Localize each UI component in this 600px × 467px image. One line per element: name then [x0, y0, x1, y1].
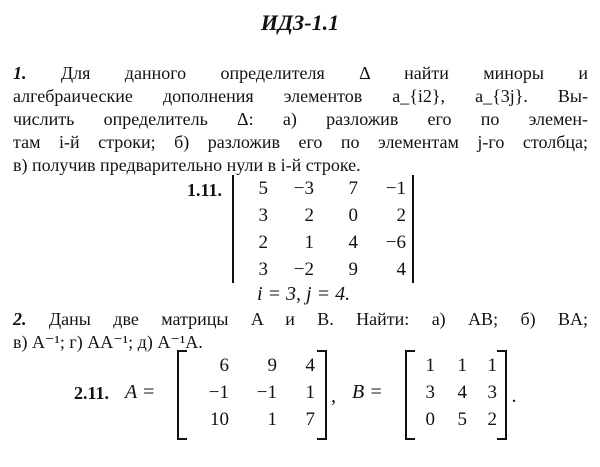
- matrix-a-label: A =: [125, 381, 156, 403]
- matrix-b-cell: 3: [425, 382, 435, 403]
- task2-number: 2.: [13, 309, 27, 329]
- determinant-cell: 2: [304, 205, 314, 226]
- matrix-a-right-bracket: [317, 350, 327, 440]
- matrix-a-cell: 1: [305, 382, 315, 403]
- matrix-b-cell: 2: [487, 409, 497, 430]
- determinant-cell: 0: [348, 205, 358, 226]
- task2-text: [13, 308, 588, 354]
- matrix-a-left-bracket: [177, 350, 187, 440]
- task1-line-2: алгебраические дополнения элементов a_{i2}, a_{3j}. Вы-: [13, 86, 588, 106]
- matrix-a-cell: 6: [219, 355, 229, 376]
- task1-line-5: в) получив предварительно нули в i-й строке.: [13, 155, 361, 175]
- matrix-b: [405, 350, 507, 436]
- matrix-a-cell: −1: [256, 382, 277, 403]
- matrix-b-cell: 3: [487, 382, 497, 403]
- determinant: [232, 175, 414, 283]
- problem-label-2-11: 2.11.: [74, 383, 110, 403]
- task1-line-1: 1. Для данного определителя Δ найти миноры и: [13, 63, 588, 83]
- matrix-b-cell: 1: [487, 355, 497, 376]
- determinant-cell: −3: [293, 178, 314, 199]
- task1-text: [13, 62, 588, 177]
- problem-label-1-11: 1.11.: [187, 180, 223, 200]
- determinant-cell: −6: [385, 232, 406, 253]
- matrix-a-cell: 7: [305, 409, 315, 430]
- determinant-cell: 3: [258, 205, 268, 226]
- determinant-cell: 7: [348, 178, 358, 199]
- determinant-cell: 3: [258, 259, 268, 280]
- end-period: .: [512, 385, 517, 407]
- determinant-cell: 2: [258, 232, 268, 253]
- determinant-cell: 9: [348, 259, 358, 280]
- task1-line-3: числить определитель Δ: а) разложив его по элемен-: [13, 109, 588, 129]
- determinant-cell: −2: [293, 259, 314, 280]
- determinant-grid: [240, 175, 406, 283]
- determinant-cell: 5: [258, 178, 268, 199]
- task2-line-2: в) A⁻¹; г) AA⁻¹; д) A⁻¹A.: [13, 332, 203, 352]
- matrix-b-cell: 5: [457, 409, 467, 430]
- determinant-cell: 1: [304, 232, 314, 253]
- matrix-a-cell: 10: [210, 409, 229, 430]
- matrix-b-cell: 0: [425, 409, 435, 430]
- determinant-cell: −1: [385, 178, 406, 199]
- matrix-a-cell: 4: [305, 355, 315, 376]
- matrix-a-cell: 1: [267, 409, 277, 430]
- determinant-cell: 4: [348, 232, 358, 253]
- page-title: ИДЗ-1.1: [260, 10, 340, 35]
- determinant-cell: 2: [396, 205, 406, 226]
- matrix-b-cell: 1: [457, 355, 467, 376]
- matrix-b-label: B =: [352, 381, 383, 403]
- separator: ,: [331, 385, 336, 407]
- task1-number: 1.: [13, 63, 27, 83]
- task1-line-4: там i-й строки; б) разложив его по элементам j-го столбца;: [13, 132, 588, 152]
- determinant-cell: 4: [396, 259, 406, 280]
- task2-line-1: 2. Даны две матрицы A и B. Найти: а) AB; б) BA;: [13, 309, 589, 329]
- matrix-b-grid: [413, 352, 497, 433]
- matrix-a: [177, 350, 327, 436]
- matrix-b-cell: 1: [425, 355, 435, 376]
- matrix-a-grid: [187, 352, 315, 433]
- matrix-b-cell: 4: [457, 382, 467, 403]
- condition: i = 3, j = 4.: [257, 283, 351, 305]
- matrix-b-right-bracket: [497, 350, 507, 440]
- matrix-a-cell: 9: [267, 355, 277, 376]
- matrix-a-cell: −1: [208, 382, 229, 403]
